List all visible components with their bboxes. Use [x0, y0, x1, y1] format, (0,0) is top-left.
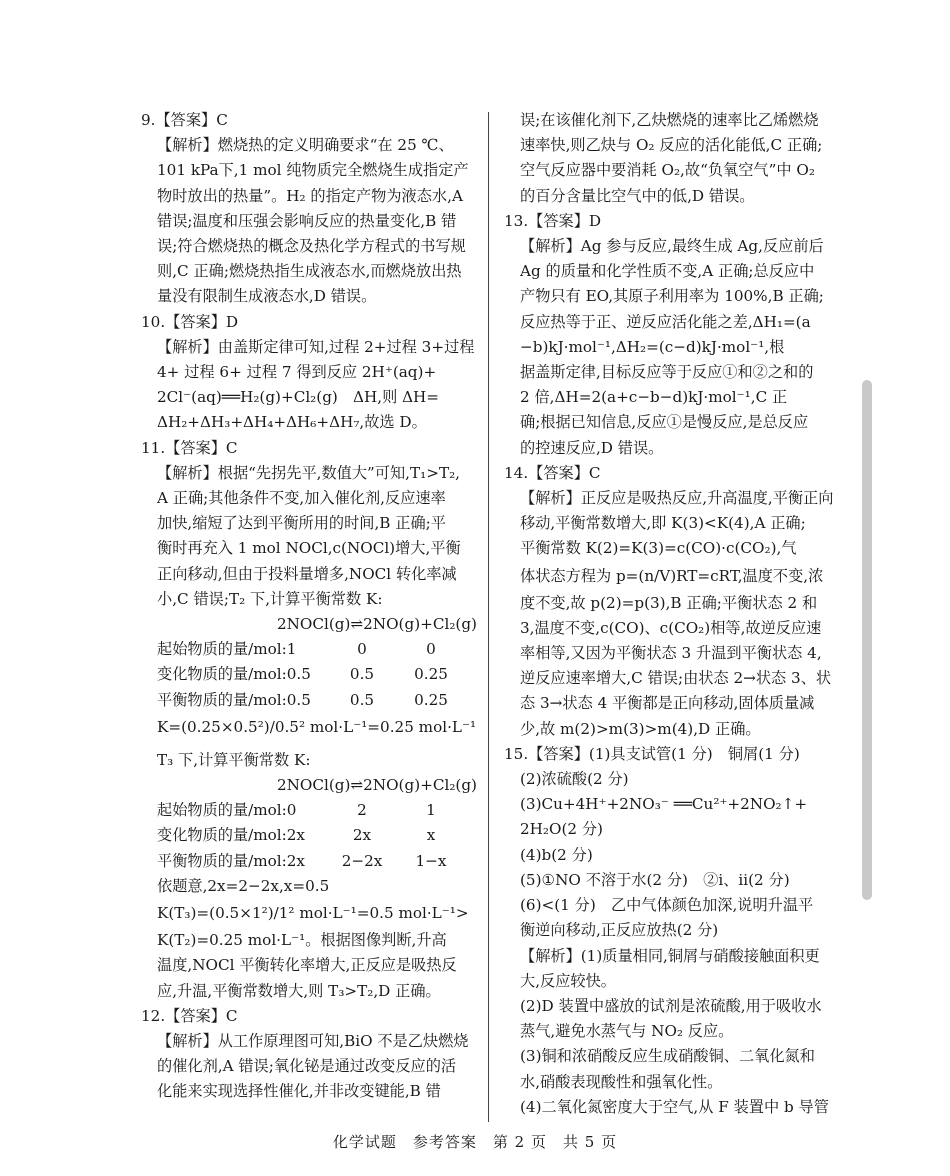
- equilibrium-equation: 2NOCl(g)⇌2NO(g)+Cl₂(g): [276, 776, 477, 795]
- right-column: [504, 108, 860, 1120]
- text-line: 3,温度不变,c(CO)、c(CO₂)相等,故逆反应速: [520, 618, 822, 637]
- cell: 0.5: [349, 665, 375, 684]
- text-line: 度不变,故 p(2)=p(3),B 正确;平衡状态 2 和: [520, 593, 818, 612]
- text-line: 温度,NOCl 平衡转化率增大,正反应是吸热反: [157, 956, 457, 975]
- text-line: 依题意,2x=2−2x,x=0.5: [157, 876, 330, 895]
- text-line: 少,故 m(2)>m(3)>m(4),D 正确。: [520, 719, 761, 738]
- cell: x: [426, 826, 436, 845]
- q15-analysis: [504, 767, 860, 1120]
- text-line: 的控速反应,D 错误。: [520, 438, 664, 457]
- equilibrium-equation: 2NOCl(g)⇌2NO(g)+Cl₂(g): [276, 615, 477, 634]
- text-line: (2)D 装置中盛放的试剂是浓硫酸,用于吸收水: [520, 996, 822, 1015]
- table-row: [157, 662, 497, 687]
- q11-answer: 11.【答案】C: [141, 438, 238, 457]
- cell: 2−2x: [341, 851, 383, 870]
- table-row: [157, 849, 497, 874]
- text-line: 加快,缩短了达到平衡所用的时间,B 正确;平: [157, 514, 446, 533]
- row-label: 平衡物质的量/mol:2x: [157, 851, 305, 870]
- cell: 0.25: [414, 690, 448, 709]
- q15-answer: 15.【答案】(1)具支试管(1 分) 铜屑(1 分): [504, 744, 800, 763]
- text-line: 态 3→状态 4 平衡都是正向移动,固体质量减: [520, 694, 815, 713]
- text-line: 逆反应速率增大,C 错误;由状态 2→状态 3、状: [520, 669, 832, 688]
- text-line: 【解析】正反应是吸热反应,升高温度,平衡正向: [520, 489, 834, 508]
- text-line: (3)铜和浓硝酸反应生成硝酸铜、二氧化氮和: [520, 1047, 815, 1066]
- table-row: [157, 823, 497, 848]
- table-row: [157, 637, 497, 662]
- text-line: 4+ 过程 6+ 过程 7 得到反应 2H⁺(aq)+: [157, 363, 437, 382]
- q10-analysis: [141, 335, 497, 436]
- text-line: 速率快,则乙炔与 O₂ 反应的活化能低,C 正确;: [520, 136, 823, 155]
- left-column: [141, 108, 497, 1105]
- text-line: A 正确;其他条件不变,加入催化剂,反应速率: [157, 489, 446, 508]
- text-line: 率相等,又因为平衡状态 3 升温到平衡状态 4,: [520, 644, 822, 663]
- text-line: 101 kPa下,1 mol 纯物质完全燃烧生成指定产: [157, 161, 469, 180]
- q12-answer: 12.【答案】C: [141, 1006, 238, 1025]
- row-label: 起始物质的量/mol:1: [157, 640, 297, 659]
- text-line: 移动,平衡常数增大,即 K(3)<K(4),A 正确;: [520, 514, 806, 533]
- text-line: 【解析】(1)质量相同,铜屑与硝酸接触面积更: [520, 946, 820, 965]
- cell: 2x: [352, 826, 372, 845]
- text-line: −b)kJ·mol⁻¹,ΔH₂=(c−d)kJ·mol⁻¹,根: [520, 337, 785, 356]
- text-line: 衡时再充入 1 mol NOCl,c(NOCl)增大,平衡: [157, 539, 461, 558]
- q10-answer: 10.【答案】D: [141, 312, 239, 331]
- q9-answer: 9.【答案】C: [141, 111, 228, 129]
- text-line: 反应热等于正、逆反应活化能之差,ΔH₁=(a: [520, 312, 811, 331]
- q12-analysis-cont: [504, 108, 860, 209]
- text-line: 的百分含量比空气中的低,D 错误。: [520, 186, 755, 205]
- text-line: (4)二氧化氮密度大于空气,从 F 装置中 b 导管: [520, 1097, 829, 1116]
- scrollbar[interactable]: [862, 380, 872, 900]
- text-line: (6)<(1 分) 乙中气体颜色加深,说明升温平: [520, 896, 814, 915]
- text-line: 大,反应较快。: [520, 971, 616, 990]
- cell: 2: [357, 801, 367, 820]
- text-line: (2)浓硫酸(2 分): [520, 770, 629, 789]
- text-line: K(T₂)=0.25 mol·L⁻¹。根据图像判断,升高: [157, 931, 447, 950]
- cell: 0.25: [414, 665, 448, 684]
- text-line: 误;在该催化剂下,乙炔燃烧的速率比乙烯燃烧: [520, 111, 819, 129]
- text-line: 物时放出的热量”。H₂ 的指定产物为液态水,A: [157, 186, 463, 205]
- text-line: 据盖斯定律,目标反应等于反应①和②之和的: [520, 363, 814, 382]
- text-line: 则,C 正确;燃烧热指生成液态水,而燃烧放出热: [157, 262, 462, 281]
- table-row: [157, 688, 497, 713]
- text-line: (3)Cu+4H⁺+2NO₃⁻ ══Cu²⁺+2NO₂↑+: [520, 795, 808, 814]
- text-line: (5)①NO 不溶于水(2 分) ②ⅰ、ⅱ(2 分): [520, 870, 790, 889]
- text-line: 衡逆向移动,正反应放热(2 分): [520, 921, 719, 940]
- text-line: 平衡常数 K(2)=K(3)=c(CO)·c(CO₂),气: [520, 539, 797, 558]
- text-line: 确;根据已知信息,反应①是慢反应,是总反应: [520, 413, 809, 432]
- row-label: 起始物质的量/mol:0: [157, 801, 297, 820]
- text-line: 【解析】由盖斯定律可知,过程 2+过程 3+过程: [157, 337, 475, 356]
- row-label: 变化物质的量/mol:2x: [157, 826, 305, 845]
- text-line: (4)b(2 分): [520, 845, 593, 864]
- row-label: 变化物质的量/mol:0.5: [157, 665, 311, 684]
- text-line: 的催化剂,A 错误;氧化铋是通过改变反应的活: [157, 1057, 457, 1076]
- text-line: 2 倍,ΔH=2(a+c−b−d)kJ·mol⁻¹,C 正: [520, 388, 788, 407]
- text-line: 水,硝酸表现酸性和强氧化性。: [520, 1072, 723, 1091]
- text-line: T₃ 下,计算平衡常数 K:: [157, 750, 311, 769]
- k-formula: K(T₃)=(0.5×1²)/1² mol·L⁻¹=0.5 mol·L⁻¹>: [157, 904, 469, 923]
- text-line: 【解析】Ag 参与反应,最终生成 Ag,反应前后: [520, 237, 824, 256]
- q11-analysis: [141, 461, 497, 1004]
- text-line: 【解析】燃烧热的定义明确要求“在 25 ℃、: [157, 136, 454, 155]
- text-line: 化能来实现选择性催化,并非改变键能,B 错: [157, 1082, 441, 1101]
- k-formula: K=(0.25×0.5²)/0.5² mol·L⁻¹=0.25 mol·L⁻¹: [157, 717, 477, 736]
- text-line: 量没有限制生成液态水,D 错误。: [157, 287, 377, 306]
- cell: 1−x: [415, 851, 447, 870]
- cell: 0: [357, 640, 367, 659]
- text-line: 2H₂O(2 分): [520, 820, 603, 839]
- text-line: ΔH₂+ΔH₃+ΔH₄+ΔH₆+ΔH₇,故选 D。: [157, 413, 427, 432]
- text-line: 错误;温度和压强会影响反应的热量变化,B 错: [157, 211, 457, 230]
- row-label: 平衡物质的量/mol:0.5: [157, 690, 311, 709]
- q13-analysis: [504, 234, 860, 461]
- table-row: [157, 798, 497, 823]
- q13-answer: 13.【答案】D: [504, 211, 602, 230]
- cell: 0.5: [349, 690, 375, 709]
- text-line: 2Cl⁻(aq)══H₂(g)+Cl₂(g) ΔH,则 ΔH=: [157, 388, 440, 407]
- text-line: 应,升温,平衡常数增大,则 T₃>T₂,D 正确。: [157, 981, 441, 1000]
- text-line: 体状态方程为 p=(n/V)RT=cRT,温度不变,浓: [520, 566, 824, 585]
- q14-analysis: [504, 486, 860, 742]
- text-line: Ag 的质量和化学性质不变,A 正确;总反应中: [520, 262, 815, 281]
- q12-analysis: [141, 1029, 497, 1105]
- text-line: 产物只有 EO,其原子利用率为 100%,B 正确;: [520, 287, 824, 306]
- q9-analysis: [141, 133, 497, 309]
- text-line: 正向移动,但由于投料量增多,NOCl 转化率减: [157, 564, 457, 583]
- text-line: 【解析】根据“先拐先平,数值大”可知,T₁>T₂,: [157, 463, 460, 482]
- cell: 1: [426, 801, 436, 820]
- text-line: 【解析】从工作原理图可知,BiO 不是乙炔燃烧: [157, 1031, 469, 1050]
- text-line: 空气反应器中要消耗 O₂,故“负氧空气”中 O₂: [520, 161, 815, 180]
- text-line: 误;符合燃烧热的概念及热化学方程式的书写规: [157, 237, 466, 256]
- text-line: 蒸气,避免水蒸气与 NO₂ 反应。: [520, 1022, 734, 1041]
- text-line: 小,C 错误;T₂ 下,计算平衡常数 K:: [157, 589, 383, 608]
- cell: 0: [426, 640, 436, 659]
- page-footer: 化学试题 参考答案 第 2 页 共 5 页: [332, 1133, 618, 1151]
- q14-answer: 14.【答案】C: [504, 463, 601, 482]
